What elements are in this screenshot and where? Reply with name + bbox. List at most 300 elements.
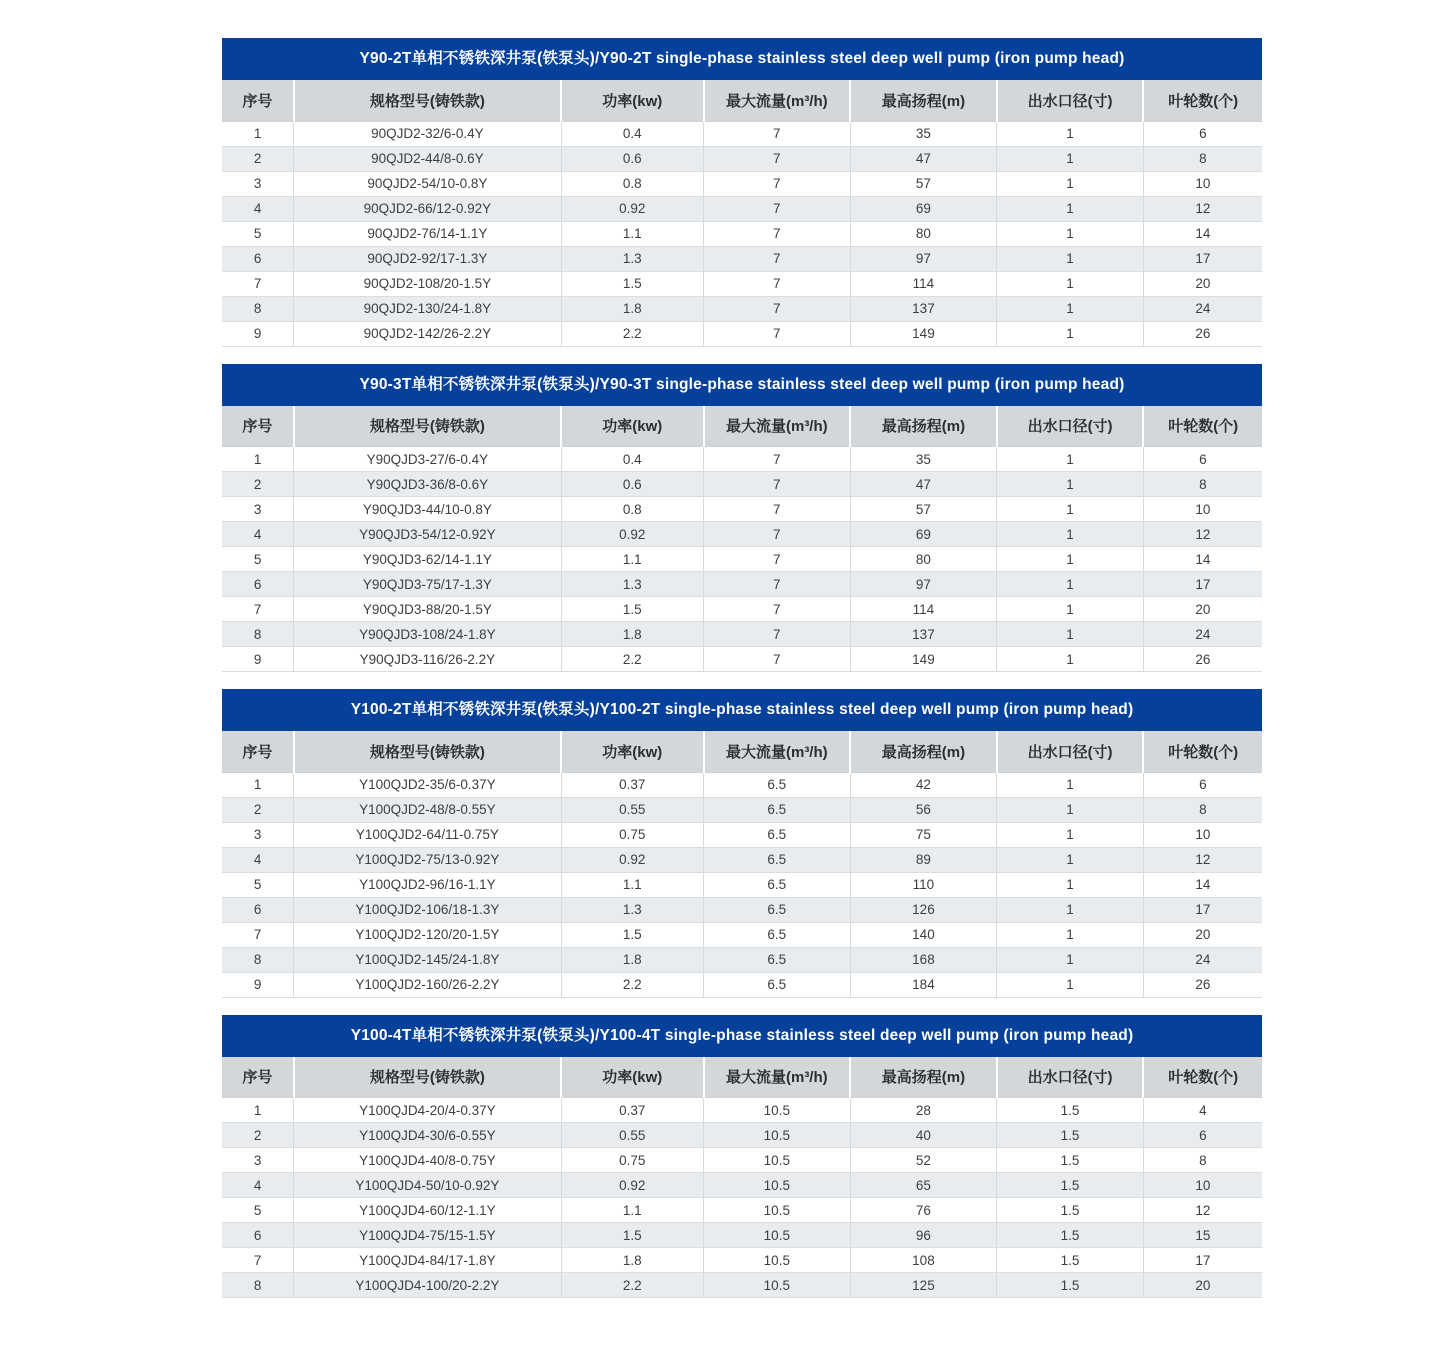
table-cell: 1: [997, 972, 1144, 997]
table-cell: 7: [704, 522, 851, 547]
table-cell: Y100QJD2-120/20-1.5Y: [294, 922, 561, 947]
column-header: 最大流量(m³/h): [704, 406, 851, 447]
table-cell: 8: [222, 1273, 294, 1298]
column-header: 功率(kw): [561, 406, 703, 447]
table-cell: 0.75: [561, 822, 703, 847]
table-cell: 6.5: [704, 797, 851, 822]
table-cell: 0.92: [561, 1173, 703, 1198]
table-title: Y100-2T单相不锈铁深井泵(铁泵头)/Y100-2T single-phase stainless steel deep well pump (iron pump head): [222, 689, 1262, 731]
column-header: 最高扬程(m): [850, 731, 997, 772]
table-cell: 0.37: [561, 1098, 703, 1123]
table-cell: 6: [1143, 772, 1262, 797]
table-cell: 26: [1143, 972, 1262, 997]
table-cell: Y90QJD3-108/24-1.8Y: [294, 622, 561, 647]
table-cell: 69: [850, 196, 997, 221]
table-cell: 57: [850, 497, 997, 522]
table-row: [222, 897, 1262, 922]
table-row: [222, 522, 1262, 547]
table-cell: 0.55: [561, 797, 703, 822]
table-cell: 6: [222, 1223, 294, 1248]
table-cell: 97: [850, 246, 997, 271]
table-row: [222, 797, 1262, 822]
table-cell: 1.1: [561, 872, 703, 897]
table-cell: 2: [222, 1123, 294, 1148]
table-cell: Y100QJD2-96/16-1.1Y: [294, 872, 561, 897]
table-cell: 7: [704, 321, 851, 346]
table-cell: 6.5: [704, 772, 851, 797]
table-cell: 108: [850, 1248, 997, 1273]
table-cell: 6: [1143, 121, 1262, 146]
table-row: [222, 647, 1262, 672]
table-cell: 0.37: [561, 772, 703, 797]
table-cell: 1.5: [997, 1148, 1144, 1173]
table-cell: 17: [1143, 246, 1262, 271]
table-cell: 10.5: [704, 1123, 851, 1148]
table-cell: 7: [704, 597, 851, 622]
table-cell: 9: [222, 321, 294, 346]
table-cell: 1: [997, 572, 1144, 597]
table-cell: 90QJD2-66/12-0.92Y: [294, 196, 561, 221]
table-cell: 6: [222, 897, 294, 922]
table-row: [222, 171, 1262, 196]
table-cell: 1: [997, 246, 1144, 271]
column-header: 功率(kw): [561, 731, 703, 772]
header-row: [222, 1057, 1262, 1098]
table-cell: 8: [1143, 797, 1262, 822]
table-cell: 10.5: [704, 1173, 851, 1198]
table-cell: 1: [997, 947, 1144, 972]
table-cell: Y100QJD4-60/12-1.1Y: [294, 1198, 561, 1223]
table-cell: 10.5: [704, 1148, 851, 1173]
table-cell: 69: [850, 522, 997, 547]
table-cell: 1: [222, 121, 294, 146]
table-row: [222, 847, 1262, 872]
header-row: [222, 80, 1262, 121]
table-cell: 3: [222, 171, 294, 196]
table-cell: 6.5: [704, 872, 851, 897]
table-cell: 1.3: [561, 246, 703, 271]
spec-grid: [222, 1057, 1262, 1299]
table-cell: 8: [222, 622, 294, 647]
spec-grid: [222, 731, 1262, 998]
table-cell: Y100QJD2-160/26-2.2Y: [294, 972, 561, 997]
table-cell: 8: [1143, 146, 1262, 171]
table-cell: 90QJD2-76/14-1.1Y: [294, 221, 561, 246]
table-cell: 1.1: [561, 1198, 703, 1223]
table-title: Y90-2T单相不锈铁深井泵(铁泵头)/Y90-2T single-phase stainless steel deep well pump (iron pump head): [222, 38, 1262, 80]
table-row: [222, 547, 1262, 572]
table-cell: 17: [1143, 1248, 1262, 1273]
table-cell: 89: [850, 847, 997, 872]
table-cell: 7: [704, 647, 851, 672]
table-row: [222, 822, 1262, 847]
column-header: 出水口径(寸): [997, 731, 1144, 772]
table-cell: Y100QJD4-84/17-1.8Y: [294, 1248, 561, 1273]
column-header: 最大流量(m³/h): [704, 731, 851, 772]
table-cell: 1.8: [561, 1248, 703, 1273]
table-row: [222, 572, 1262, 597]
table-cell: 96: [850, 1223, 997, 1248]
table-cell: 7: [704, 622, 851, 647]
table-cell: 3: [222, 497, 294, 522]
table-cell: 14: [1143, 547, 1262, 572]
table-title: Y90-3T单相不锈铁深井泵(铁泵头)/Y90-3T single-phase stainless steel deep well pump (iron pump head): [222, 364, 1262, 406]
table-cell: 24: [1143, 296, 1262, 321]
table-row: [222, 246, 1262, 271]
table-cell: 137: [850, 296, 997, 321]
table-cell: 10.5: [704, 1223, 851, 1248]
spec-grid: [222, 406, 1262, 673]
table-cell: 0.4: [561, 121, 703, 146]
table-cell: 1: [997, 622, 1144, 647]
table-cell: 6: [1143, 1123, 1262, 1148]
column-header: 叶轮数(个): [1143, 80, 1262, 121]
table-cell: 4: [222, 847, 294, 872]
table-cell: 8: [222, 947, 294, 972]
table-cell: 1.5: [997, 1248, 1144, 1273]
table-row: [222, 922, 1262, 947]
table-cell: 1.5: [997, 1273, 1144, 1298]
table-cell: 9: [222, 972, 294, 997]
table-cell: 8: [1143, 472, 1262, 497]
table-cell: 28: [850, 1098, 997, 1123]
table-cell: 1.8: [561, 296, 703, 321]
column-header: 出水口径(寸): [997, 1057, 1144, 1098]
table-row: [222, 1223, 1262, 1248]
table-cell: 1.5: [997, 1173, 1144, 1198]
table-cell: 90QJD2-142/26-2.2Y: [294, 321, 561, 346]
table-row: [222, 1198, 1262, 1223]
table-row: [222, 597, 1262, 622]
column-header: 序号: [222, 1057, 294, 1098]
header-row: [222, 406, 1262, 447]
table-cell: 47: [850, 146, 997, 171]
spec-grid: [222, 80, 1262, 347]
table-cell: 1: [997, 472, 1144, 497]
table-cell: 0.55: [561, 1123, 703, 1148]
table-cell: 2: [222, 472, 294, 497]
table-cell: Y100QJD2-75/13-0.92Y: [294, 847, 561, 872]
table-cell: 7: [222, 922, 294, 947]
table-cell: 7: [704, 121, 851, 146]
table-cell: 35: [850, 447, 997, 472]
table-cell: 1: [222, 772, 294, 797]
table-cell: Y100QJD2-64/11-0.75Y: [294, 822, 561, 847]
table-cell: Y100QJD4-50/10-0.92Y: [294, 1173, 561, 1198]
table-cell: 2: [222, 797, 294, 822]
table-cell: 1: [997, 121, 1144, 146]
table-cell: 20: [1143, 597, 1262, 622]
column-header: 序号: [222, 80, 294, 121]
table-cell: 1: [997, 196, 1144, 221]
table-cell: 90QJD2-130/24-1.8Y: [294, 296, 561, 321]
table-cell: 7: [704, 547, 851, 572]
table-row: [222, 472, 1262, 497]
table-cell: 26: [1143, 321, 1262, 346]
table-cell: 114: [850, 271, 997, 296]
table-cell: 42: [850, 772, 997, 797]
table-cell: Y100QJD4-75/15-1.5Y: [294, 1223, 561, 1248]
table-cell: 1: [997, 497, 1144, 522]
column-header: 规格型号(铸铁款): [294, 80, 561, 121]
table-cell: 1: [997, 321, 1144, 346]
table-cell: 2: [222, 146, 294, 171]
table-cell: 1: [222, 1098, 294, 1123]
table-cell: 0.75: [561, 1148, 703, 1173]
column-header: 最大流量(m³/h): [704, 1057, 851, 1098]
table-cell: 24: [1143, 947, 1262, 972]
table-cell: 10.5: [704, 1273, 851, 1298]
table-cell: 35: [850, 121, 997, 146]
table-cell: 1.5: [997, 1098, 1144, 1123]
table-cell: 7: [704, 221, 851, 246]
table-cell: 168: [850, 947, 997, 972]
table-row: [222, 321, 1262, 346]
column-header: 最大流量(m³/h): [704, 80, 851, 121]
table-row: [222, 872, 1262, 897]
table-cell: 40: [850, 1123, 997, 1148]
table-cell: 57: [850, 171, 997, 196]
table-cell: 184: [850, 972, 997, 997]
table-cell: 1.8: [561, 947, 703, 972]
table-cell: 97: [850, 572, 997, 597]
table-cell: Y100QJD4-100/20-2.2Y: [294, 1273, 561, 1298]
table-cell: 1: [997, 647, 1144, 672]
table-cell: Y100QJD4-40/8-0.75Y: [294, 1148, 561, 1173]
table-cell: 1: [997, 922, 1144, 947]
table-row: [222, 772, 1262, 797]
table-cell: Y100QJD2-48/8-0.55Y: [294, 797, 561, 822]
column-header: 叶轮数(个): [1143, 1057, 1262, 1098]
table-row: [222, 1123, 1262, 1148]
table-cell: 110: [850, 872, 997, 897]
table-cell: 1: [997, 772, 1144, 797]
table-cell: 90QJD2-108/20-1.5Y: [294, 271, 561, 296]
pump-spec-table-4: [222, 1015, 1262, 1299]
table-cell: 1.5: [561, 922, 703, 947]
table-cell: 12: [1143, 847, 1262, 872]
table-cell: 3: [222, 822, 294, 847]
table-cell: 5: [222, 221, 294, 246]
table-cell: 7: [704, 171, 851, 196]
table-cell: 14: [1143, 872, 1262, 897]
table-row: [222, 221, 1262, 246]
table-cell: 1.5: [561, 597, 703, 622]
table-cell: 1.5: [997, 1198, 1144, 1223]
table-cell: 90QJD2-32/6-0.4Y: [294, 121, 561, 146]
table-cell: 2.2: [561, 647, 703, 672]
table-cell: 7: [704, 472, 851, 497]
table-row: [222, 1248, 1262, 1273]
table-cell: 7: [704, 146, 851, 171]
table-cell: 10: [1143, 171, 1262, 196]
column-header: 叶轮数(个): [1143, 406, 1262, 447]
table-row: [222, 146, 1262, 171]
table-cell: 90QJD2-92/17-1.3Y: [294, 246, 561, 271]
table-cell: 20: [1143, 271, 1262, 296]
table-cell: 7: [704, 271, 851, 296]
table-cell: Y90QJD3-116/26-2.2Y: [294, 647, 561, 672]
table-row: [222, 497, 1262, 522]
table-cell: 1.1: [561, 547, 703, 572]
table-cell: 7: [704, 246, 851, 271]
table-cell: 0.6: [561, 146, 703, 171]
table-cell: 7: [222, 1248, 294, 1273]
table-cell: 90QJD2-44/8-0.6Y: [294, 146, 561, 171]
column-header: 功率(kw): [561, 80, 703, 121]
table-cell: 2.2: [561, 972, 703, 997]
table-cell: 76: [850, 1198, 997, 1223]
table-cell: 10.5: [704, 1198, 851, 1223]
column-header: 叶轮数(个): [1143, 731, 1262, 772]
table-cell: 1: [997, 271, 1144, 296]
table-cell: 126: [850, 897, 997, 922]
table-cell: 4: [222, 1173, 294, 1198]
table-cell: Y100QJD2-35/6-0.37Y: [294, 772, 561, 797]
table-row: [222, 196, 1262, 221]
table-cell: Y100QJD2-145/24-1.8Y: [294, 947, 561, 972]
table-cell: Y90QJD3-62/14-1.1Y: [294, 547, 561, 572]
table-cell: 0.92: [561, 522, 703, 547]
table-cell: 5: [222, 872, 294, 897]
table-cell: 140: [850, 922, 997, 947]
table-cell: 2.2: [561, 1273, 703, 1298]
column-header: 最高扬程(m): [850, 406, 997, 447]
column-header: 功率(kw): [561, 1057, 703, 1098]
table-cell: 14: [1143, 221, 1262, 246]
table-cell: 52: [850, 1148, 997, 1173]
table-cell: 0.92: [561, 847, 703, 872]
table-row: [222, 121, 1262, 146]
table-cell: 1: [997, 897, 1144, 922]
table-cell: Y90QJD3-44/10-0.8Y: [294, 497, 561, 522]
table-cell: 12: [1143, 1198, 1262, 1223]
table-cell: 114: [850, 597, 997, 622]
table-cell: 6: [1143, 447, 1262, 472]
table-cell: 6.5: [704, 897, 851, 922]
table-row: [222, 447, 1262, 472]
table-cell: 10.5: [704, 1098, 851, 1123]
table-cell: 6: [222, 572, 294, 597]
column-header: 最高扬程(m): [850, 1057, 997, 1098]
table-cell: 7: [704, 572, 851, 597]
table-cell: Y90QJD3-54/12-0.92Y: [294, 522, 561, 547]
table-cell: 24: [1143, 622, 1262, 647]
table-cell: 1: [997, 221, 1144, 246]
table-cell: 7: [704, 296, 851, 321]
table-cell: 1.1: [561, 221, 703, 246]
column-header: 出水口径(寸): [997, 406, 1144, 447]
table-cell: 1.5: [997, 1123, 1144, 1148]
table-cell: 0.92: [561, 196, 703, 221]
table-cell: 17: [1143, 572, 1262, 597]
table-cell: 0.6: [561, 472, 703, 497]
table-row: [222, 947, 1262, 972]
table-cell: 7: [222, 271, 294, 296]
table-cell: 1: [997, 146, 1144, 171]
table-cell: 12: [1143, 522, 1262, 547]
table-cell: Y90QJD3-27/6-0.4Y: [294, 447, 561, 472]
header-row: [222, 731, 1262, 772]
table-cell: 0.4: [561, 447, 703, 472]
table-row: [222, 271, 1262, 296]
table-cell: 20: [1143, 922, 1262, 947]
table-cell: 5: [222, 1198, 294, 1223]
table-cell: Y100QJD2-106/18-1.3Y: [294, 897, 561, 922]
table-cell: 80: [850, 547, 997, 572]
table-cell: 7: [222, 597, 294, 622]
table-cell: 4: [222, 196, 294, 221]
column-header: 出水口径(寸): [997, 80, 1144, 121]
table-cell: 56: [850, 797, 997, 822]
table-cell: 6.5: [704, 822, 851, 847]
table-cell: 26: [1143, 647, 1262, 672]
table-row: [222, 1148, 1262, 1173]
table-cell: 1: [997, 847, 1144, 872]
table-cell: 1: [997, 822, 1144, 847]
table-cell: 8: [222, 296, 294, 321]
table-row: [222, 622, 1262, 647]
table-cell: 65: [850, 1173, 997, 1198]
table-row: [222, 972, 1262, 997]
table-cell: Y90QJD3-36/8-0.6Y: [294, 472, 561, 497]
column-header: 最高扬程(m): [850, 80, 997, 121]
table-cell: Y100QJD4-30/6-0.55Y: [294, 1123, 561, 1148]
table-cell: 1.5: [561, 1223, 703, 1248]
table-cell: 10.5: [704, 1248, 851, 1273]
table-cell: Y90QJD3-75/17-1.3Y: [294, 572, 561, 597]
table-cell: 4: [222, 522, 294, 547]
tables-root: [222, 38, 1262, 1315]
table-cell: 6: [222, 246, 294, 271]
table-cell: 75: [850, 822, 997, 847]
table-cell: 47: [850, 472, 997, 497]
table-cell: 1.5: [561, 271, 703, 296]
table-cell: 12: [1143, 196, 1262, 221]
table-cell: 90QJD2-54/10-0.8Y: [294, 171, 561, 196]
column-header: 规格型号(铸铁款): [294, 406, 561, 447]
table-cell: 15: [1143, 1223, 1262, 1248]
table-cell: 80: [850, 221, 997, 246]
table-cell: 0.8: [561, 171, 703, 196]
table-cell: 1.5: [997, 1223, 1144, 1248]
table-row: [222, 1173, 1262, 1198]
column-header: 序号: [222, 406, 294, 447]
table-cell: 1.8: [561, 622, 703, 647]
table-cell: 7: [704, 497, 851, 522]
table-cell: 1: [997, 296, 1144, 321]
table-cell: 2.2: [561, 321, 703, 346]
pump-spec-table-1: [222, 38, 1262, 347]
table-cell: 1: [997, 872, 1144, 897]
table-cell: 1: [997, 597, 1144, 622]
table-title: Y100-4T单相不锈铁深井泵(铁泵头)/Y100-4T single-phase stainless steel deep well pump (iron pump head): [222, 1015, 1262, 1057]
column-header: 规格型号(铸铁款): [294, 1057, 561, 1098]
column-header: 序号: [222, 731, 294, 772]
table-cell: 1: [997, 447, 1144, 472]
table-cell: 8: [1143, 1148, 1262, 1173]
table-cell: 1: [997, 797, 1144, 822]
table-cell: 1: [222, 447, 294, 472]
table-cell: 149: [850, 647, 997, 672]
pump-spec-table-3: [222, 689, 1262, 998]
table-cell: 10: [1143, 822, 1262, 847]
table-cell: 149: [850, 321, 997, 346]
table-cell: 0.8: [561, 497, 703, 522]
table-cell: 1: [997, 547, 1144, 572]
column-header: 规格型号(铸铁款): [294, 731, 561, 772]
table-row: [222, 1098, 1262, 1123]
